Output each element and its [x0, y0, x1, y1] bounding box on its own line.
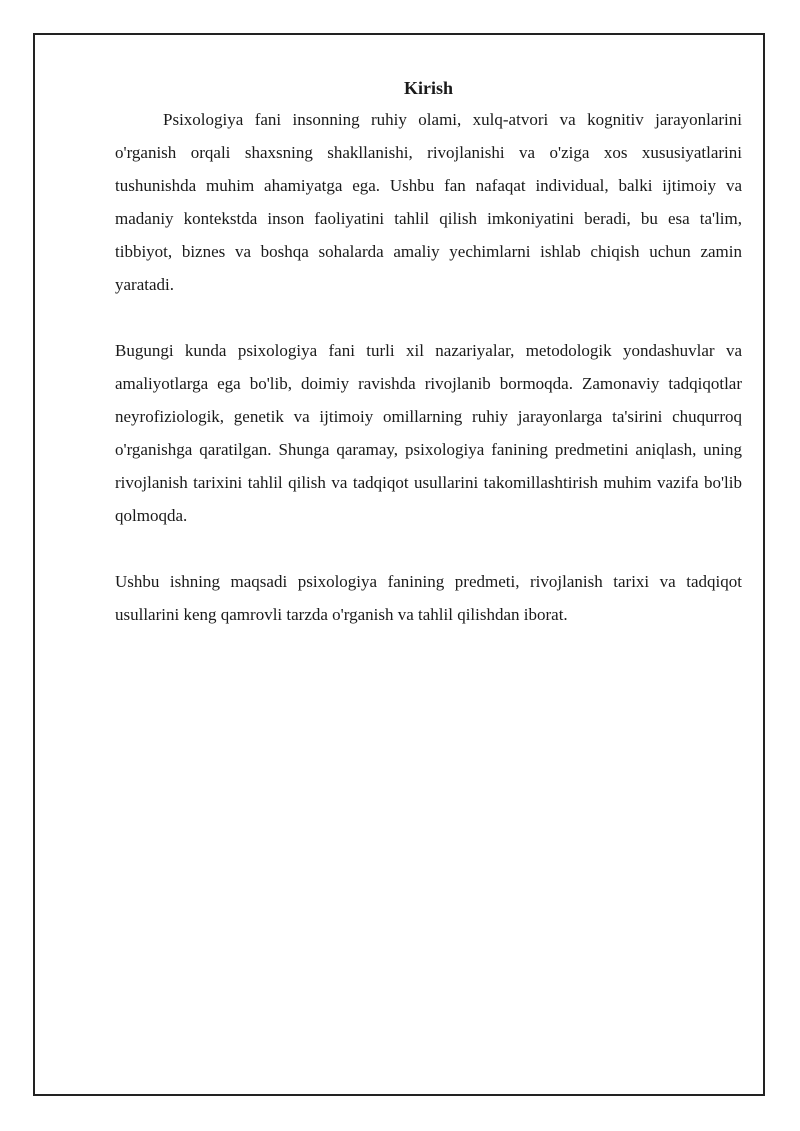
document-title: Kirish — [403, 78, 453, 98]
paragraph-current-state: Bugungi kunda psixologiya fani turli xil nazariyalar, metodologik yondashuvlar va amaliyotlarga ega bo'lib, doimiy ravishda rivojlanib bormoqda. Zamonaviy tadqiqotlar neyrofiziologik, genetik va ijtimoiy omillarning ruhiy jarayonlarga ta'sirini chuqurroq o'rganishga qaratilgan. Shunga qaramay, psixologiya fanining predmetini aniqlash, uning rivojlanish tarixini tahlil qilish va tadqiqot usullarini takomillashtirish muhim vazifa bo'lib qolmoqda. — [115, 341, 742, 525]
paragraph-goal: Ushbu ishning maqsadi psixologiya fanining predmeti, rivojlanish tarixi va tadqiqot usullarini keng qamrovli tarzda o'rganish va tahlil qilishdan iborat. — [115, 572, 742, 624]
document-body — [115, 75, 742, 664]
paragraph-intro: Psixologiya fani insonning ruhiy olami, xulq-atvori va kognitiv jarayonlarini o'rganish orqali shaxsning shakllanishi, rivojlanishi va o'ziga xos xususiyatlarini tushunishda muhim ahamiyatga ega. Ushbu fan nafaqat individual, balki ijtimoiy va madaniy kontekstda inson faoliyatini tahlil qilish imkoniyatini beradi, bu esa ta'lim, tibbiyot, biznes va boshqa sohalarda amaliy yechimlarni ishlab chiqish uchun zamin yaratadi. — [115, 110, 742, 294]
